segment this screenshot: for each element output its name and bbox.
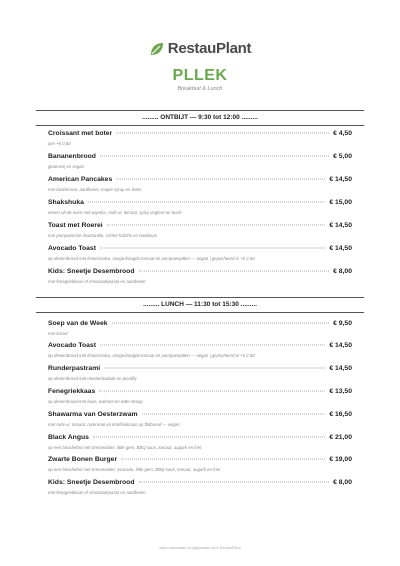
leader-dots [139, 271, 330, 272]
item-name: Avocado Toast [48, 342, 96, 349]
leader-dots [100, 156, 329, 157]
item-description: met bosbessen, aardbeien, maple syrup en boter [48, 187, 142, 192]
menu-item [48, 434, 352, 450]
item-name: Shakshuka [48, 199, 84, 206]
item-description: met fenegriekkaas of chocoladepasta en aardbeien [48, 490, 146, 495]
section-header-breakfast: ......... ONTBIJT — 9:30 tot 12:00 ......... [36, 110, 364, 126]
item-description: op een briochebol met Emmentaler, avocado, little gem, BBQ-saus, tomaat, augurk en friet [48, 467, 221, 472]
menu-item [48, 388, 352, 404]
item-price: € 14,50 [329, 222, 352, 229]
menu-item [48, 245, 352, 261]
leader-dots [93, 437, 325, 438]
leaf-icon [149, 41, 165, 57]
leader-dots [116, 179, 325, 180]
item-name: Toast met Roerei [48, 222, 103, 229]
item-name: Kids: Sneetje Desembrood [48, 268, 135, 275]
menu-item [48, 130, 352, 146]
menu-item [48, 365, 352, 381]
item-name: Croissant met boter [48, 130, 113, 137]
footer-credit: deze menukaart is opgemaakt door RestauPlant [159, 546, 241, 550]
item-price: € 14,50 [329, 342, 352, 349]
item-description: op desembrood met limoensalsa, zongedroogde tomaat en pompoenpitten — vegan | gepocheerd ei +€ 2,50 [48, 353, 255, 358]
item-name: Zwarte Bonen Burger [48, 456, 118, 463]
item-description: met pompoenrine mozzarella, crème fraîche en basilicum [48, 233, 158, 238]
menu-item [48, 411, 352, 427]
item-price: € 9,50 [333, 320, 352, 327]
item-description: jam +€ 0,50 [48, 141, 71, 146]
item-price: € 14,50 [329, 245, 352, 252]
leader-dots [121, 459, 325, 460]
item-name: Kids: Sneetje Desembrood [48, 479, 135, 486]
item-description: op een briochebol met Emmentaler, little gem, BBQ saus, tomaat, augurk en friet [48, 445, 202, 450]
item-description: met fenegriekkaas of chocoladepasta en aardbeien [48, 279, 146, 284]
menu-item [48, 199, 352, 215]
item-description: op desembrood met limoensalsa, zongedroogde tomaat en pompoenpitten — vegan | gepocheerd ei +€ 2,50 [48, 256, 255, 261]
item-description: op desembrood met kaas, walnoot en witte stroop [48, 399, 143, 404]
menu-item [48, 320, 352, 336]
item-name: Black Angus [48, 434, 89, 441]
leader-dots [116, 133, 329, 134]
item-price: € 16,50 [329, 411, 352, 418]
item-description: eieren uit de oven met paprika, rode ui, tomaat, spicy yoghurt en toast [48, 210, 182, 215]
menu-item [48, 342, 352, 358]
page-subtitle: Breakfast & Lunch [177, 86, 223, 92]
item-price: € 8,00 [333, 268, 352, 275]
menu-item [48, 222, 352, 238]
item-description: glutenvrij en vegan [48, 164, 85, 169]
leader-dots [88, 202, 325, 203]
menu-item [48, 456, 352, 472]
item-price: € 4,50 [333, 130, 352, 137]
item-price: € 14,50 [329, 176, 352, 183]
section-header-lunch: ......... LUNCH — 11:30 tot 15:30 ......... [36, 297, 364, 313]
item-description: op desembrood met mosterdsalade en picalilly [48, 376, 137, 381]
leader-dots [99, 391, 325, 392]
page-title: PLLEK [172, 67, 228, 84]
item-name: Soep van de Week [48, 320, 108, 327]
menu-item [48, 176, 352, 192]
item-price: € 5,00 [333, 153, 352, 160]
menu-item [48, 479, 352, 495]
item-price: € 19,00 [329, 456, 352, 463]
item-price: € 21,00 [329, 434, 352, 441]
item-name: Fenegriekkaas [48, 388, 96, 395]
leader-dots [112, 323, 330, 324]
item-name: Avocado Toast [48, 245, 96, 252]
leader-dots [100, 248, 325, 249]
leader-dots [100, 345, 325, 346]
leader-dots [142, 414, 326, 415]
item-price: € 8,00 [333, 479, 352, 486]
item-description: met rode ui, tomaat, rode kool en knoflooksaus op flatbread — vegan [48, 422, 180, 427]
menu-item [48, 268, 352, 284]
item-name: American Pancakes [48, 176, 113, 183]
item-price: € 13,50 [329, 388, 352, 395]
item-name: Bananenbrood [48, 153, 96, 160]
item-price: € 14,50 [329, 365, 352, 372]
item-name: Shawarma van Oesterzwam [48, 411, 138, 418]
item-name: Runderpastrami [48, 365, 101, 372]
leader-dots [107, 225, 326, 226]
leader-dots [104, 368, 325, 369]
menu-item [48, 153, 352, 169]
logo-text: RestauPlant [167, 40, 252, 57]
leader-dots [139, 482, 330, 483]
item-description: met brood [48, 331, 68, 336]
logo [0, 40, 400, 57]
item-price: € 15,00 [329, 199, 352, 206]
